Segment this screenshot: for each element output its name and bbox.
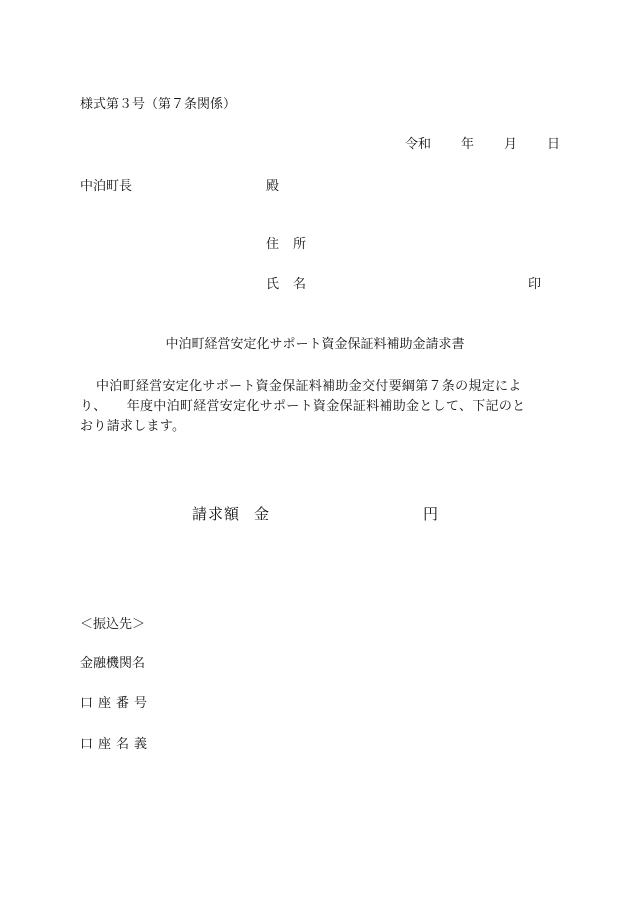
date-era: 令和 bbox=[405, 137, 432, 152]
seal-mark: 印 bbox=[528, 277, 542, 292]
addressee-name: 中泊町長 bbox=[80, 179, 133, 194]
date-day: 日 bbox=[547, 137, 561, 152]
body-line: り、 年度中泊町経営安定化サポート資金保証料補助金として、下記のと bbox=[80, 399, 526, 414]
amount-label: 請求額 bbox=[192, 505, 241, 523]
form-number: 様式第３号（第７条関係） bbox=[80, 97, 237, 112]
addressee-honorific: 殿 bbox=[266, 179, 280, 194]
bank-name-label: 金融機関名 bbox=[80, 656, 146, 671]
name-label: 氏名 bbox=[266, 277, 321, 292]
address-label: 住所 bbox=[266, 237, 321, 252]
date-month: 月 bbox=[504, 137, 518, 152]
amount-prefix: 金 bbox=[254, 505, 270, 523]
body-paragraph bbox=[80, 377, 550, 437]
body-line: 中泊町経営安定化サポート資金保証料補助金交付要綱第７条の規定によ bbox=[96, 379, 522, 394]
account-holder-label: 口座名義 bbox=[80, 737, 153, 752]
amount-unit: 円 bbox=[423, 505, 439, 523]
transfer-heading: ＜振込先＞ bbox=[80, 617, 146, 632]
account-number-label: 口座番号 bbox=[80, 696, 153, 711]
document-title: 中泊町経営安定化サポート資金保証料補助金請求書 bbox=[165, 337, 465, 352]
body-line: おり請求します。 bbox=[80, 419, 186, 434]
date-line bbox=[405, 138, 560, 151]
date-year: 年 bbox=[461, 137, 475, 152]
